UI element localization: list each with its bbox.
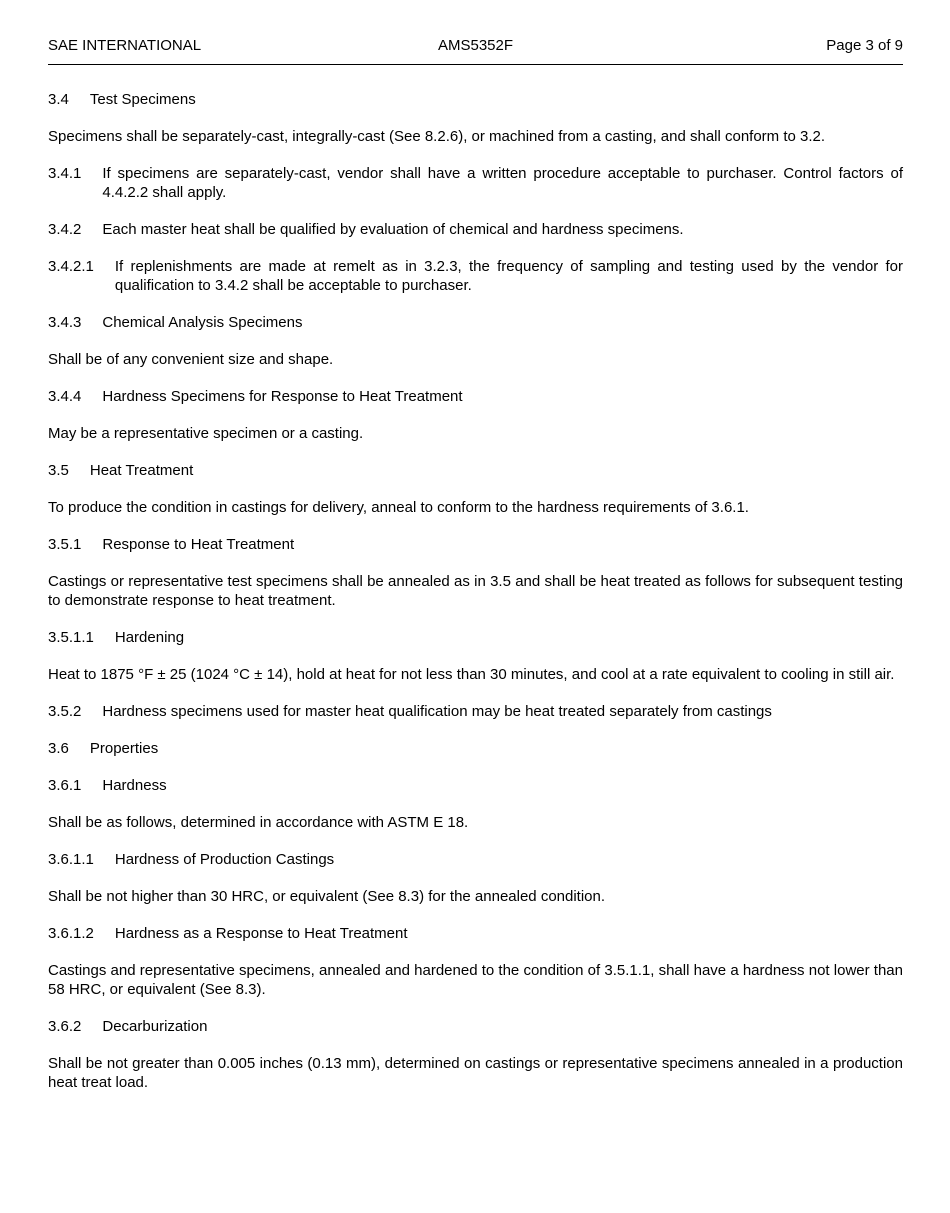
section-text: Hardening (114, 629, 185, 646)
paragraph: May be a representative specimen or a casting. (48, 425, 364, 442)
section-text: Heat Treatment (89, 462, 194, 479)
section-text: Hardness as a Response to Heat Treatment (114, 925, 408, 942)
paragraph: Shall be as follows, determined in accordance with ASTM E 18. (48, 814, 469, 831)
section-3.5.2 (48, 702, 903, 721)
header-rule (48, 64, 903, 65)
paragraph: To produce the condition in castings for delivery, anneal to conform to the hardness requirements of 3.6.1. (48, 499, 749, 516)
section-text: Hardness Specimens for Response to Heat Treatment (102, 388, 463, 405)
paragraph: Heat to 1875 °F ± 25 (1024 °C ± 14), hold at heat for not less than 30 minutes, and cool at a rate equivalent to cooling in still air. (48, 666, 895, 683)
section-3.4.1 (48, 164, 903, 202)
section-3.6.2 (48, 1017, 903, 1036)
section-text: Hardness specimens used for master heat qualification may be heat treated separately from castings (102, 703, 772, 720)
section-3.6.1 (48, 776, 903, 795)
section-3.6.1.1 (48, 850, 903, 869)
section-number: 3.6.1.1 (48, 851, 94, 868)
section-number: 3.5 (48, 462, 69, 479)
section-text: Each master heat shall be qualified by evaluation of chemical and hardness specimens. (102, 221, 684, 238)
section-number: 3.6 (48, 740, 69, 757)
section-3.4 (48, 90, 903, 109)
paragraph: Shall be not higher than 30 HRC, or equivalent (See 8.3) for the annealed condition. (48, 888, 606, 905)
paragraph: Shall be of any convenient size and shape. (48, 351, 334, 368)
section-text: Hardness of Production Castings (114, 851, 335, 868)
section-3.4.3 (48, 313, 903, 332)
header-organization: SAE INTERNATIONAL (48, 37, 202, 54)
section-number: 3.5.2 (48, 703, 82, 720)
section-number: 3.5.1.1 (48, 629, 94, 646)
page-header (48, 36, 903, 55)
paragraph: Castings or representative test specimens shall be annealed as in 3.5 and shall be heat treated as follows for subsequent testing to demonstrate response to heat treatment. (48, 573, 903, 609)
section-number: 3.4.4 (48, 388, 82, 405)
section-text: Chemical Analysis Specimens (102, 314, 303, 331)
paragraph: Specimens shall be separately-cast, integrally-cast (See 8.2.6), or machined from a casting, and shall conform to 3.2. (48, 128, 826, 145)
section-text: Properties (89, 740, 159, 757)
section-3.6.1.2 (48, 924, 903, 943)
section-text: Hardness (102, 777, 167, 794)
section-3.5.1 (48, 535, 903, 554)
section-3.5.1.1 (48, 628, 903, 647)
paragraph: Castings and representative specimens, annealed and hardened to the condition of 3.5.1.1, shall have a hardness not lower than 58 HRC, or equivalent (See 8.3). (48, 962, 903, 998)
section-text: If specimens are separately-cast, vendor shall have a written procedure acceptable to purchaser. Control factors of 4.4.2.2 shall apply. (102, 165, 903, 201)
section-number: 3.4.3 (48, 314, 82, 331)
section-number: 3.5.1 (48, 536, 82, 553)
section-3.6 (48, 739, 903, 758)
section-text: Response to Heat Treatment (102, 536, 295, 553)
section-number: 3.4.2 (48, 221, 82, 238)
document-body (48, 90, 903, 1092)
section-text: Test Specimens (89, 91, 196, 108)
section-number: 3.4.1 (48, 165, 82, 182)
section-3.4.4 (48, 387, 903, 406)
section-number: 3.6.1 (48, 777, 82, 794)
section-text: Decarburization (102, 1018, 208, 1035)
section-number: 3.6.1.2 (48, 925, 94, 942)
paragraph: Shall be not greater than 0.005 inches (0.13 mm), determined on castings or representative specimens annealed in a production heat treat load. (48, 1055, 903, 1091)
section-number: 3.4.2.1 (48, 258, 94, 275)
section-number: 3.4 (48, 91, 69, 108)
section-3.4.2 (48, 220, 903, 239)
section-3.4.2.1 (48, 257, 903, 295)
header-page-number: Page 3 of 9 (826, 37, 903, 54)
section-number: 3.6.2 (48, 1018, 82, 1035)
section-3.5 (48, 461, 903, 480)
section-text: If replenishments are made at remelt as in 3.2.3, the frequency of sampling and testing used by the vendor for qualification to 3.4.2 shall be acceptable to purchaser. (114, 258, 903, 294)
header-document-number: AMS5352F (437, 37, 514, 54)
